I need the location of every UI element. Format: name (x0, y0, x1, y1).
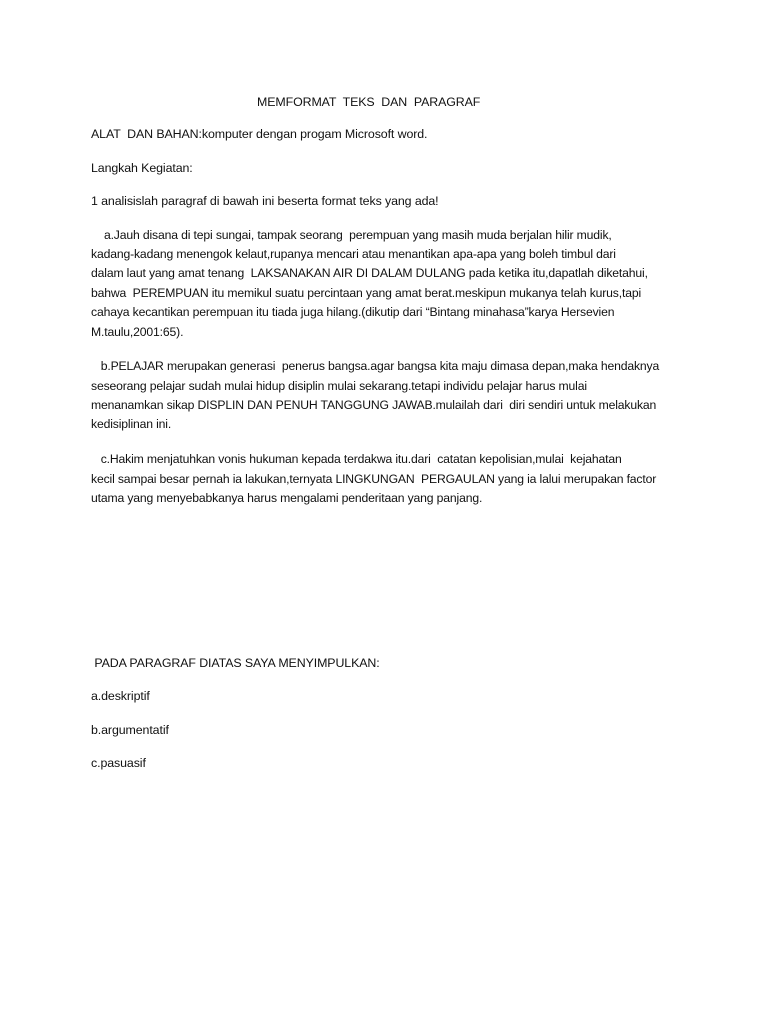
option-a: a.deskriptif (91, 689, 150, 703)
paragraph-line: utama yang menyebabkanya harus mengalami penderitaan yang panjang. (91, 491, 483, 505)
steps-heading: Langkah Kegiatan: (91, 161, 193, 175)
document-title: MEMFORMAT TEKS DAN PARAGRAF (257, 95, 481, 109)
option-c: c.pasuasif (91, 756, 146, 770)
paragraph-line: c.Hakim menjatuhkan vonis hukuman kepada terdakwa itu.dari catatan kepolisian,mulai kejahatan (91, 452, 622, 466)
instruction-line: 1 analisislah paragraf di bawah ini beserta format teks yang ada! (91, 194, 439, 208)
conclusion-heading: PADA PARAGRAF DIATAS SAYA MENYIMPULKAN: (91, 656, 380, 670)
paragraph-line: dalam laut yang amat tenang LAKSANAKAN AIR DI DALAM DULANG pada ketika itu,dapatlah diketahui, (91, 266, 648, 280)
paragraph-line: kedisiplinan ini. (91, 417, 172, 431)
paragraph-line: M.taulu,2001:65). (91, 325, 184, 339)
paragraph-line: menanamkan sikap DISPLIN DAN PENUH TANGGUNG JAWAB.mulailah dari diri sendiri untuk melakukan (91, 398, 657, 412)
paragraph-line: seseorang pelajar sudah mulai hidup disiplin mulai sekarang.tetapi individu pelajar harus mulai (91, 379, 587, 393)
paragraph-line: b.PELAJAR merupakan generasi penerus bangsa.agar bangsa kita maju dimasa depan,maka hendaknya (91, 359, 660, 373)
paragraph-line: kecil sampai besar pernah ia lakukan,ternyata LINGKUNGAN PERGAULAN yang ia lalui merupakan factor (91, 472, 657, 486)
paragraph-line: cahaya kecantikan perempuan itu tiada juga hilang.(dikutip dari “Bintang minahasa”karya Hersevien (91, 305, 615, 319)
materials-line: ALAT DAN BAHAN:komputer dengan progam Microsoft word. (91, 127, 428, 141)
paragraph-line: a.Jauh disana di tepi sungai, tampak seorang perempuan yang masih muda berjalan hilir mudik, (91, 228, 612, 242)
paragraph-line: bahwa PEREMPUAN itu memikul suatu percintaan yang amat berat.meskipun mukanya telah kurus,tapi (91, 286, 642, 300)
option-b: b.argumentatif (91, 723, 169, 737)
paragraph-line: kadang-kadang menengok kelaut,rupanya mencari atau menantikan apa-apa yang boleh timbul dari (91, 247, 616, 261)
